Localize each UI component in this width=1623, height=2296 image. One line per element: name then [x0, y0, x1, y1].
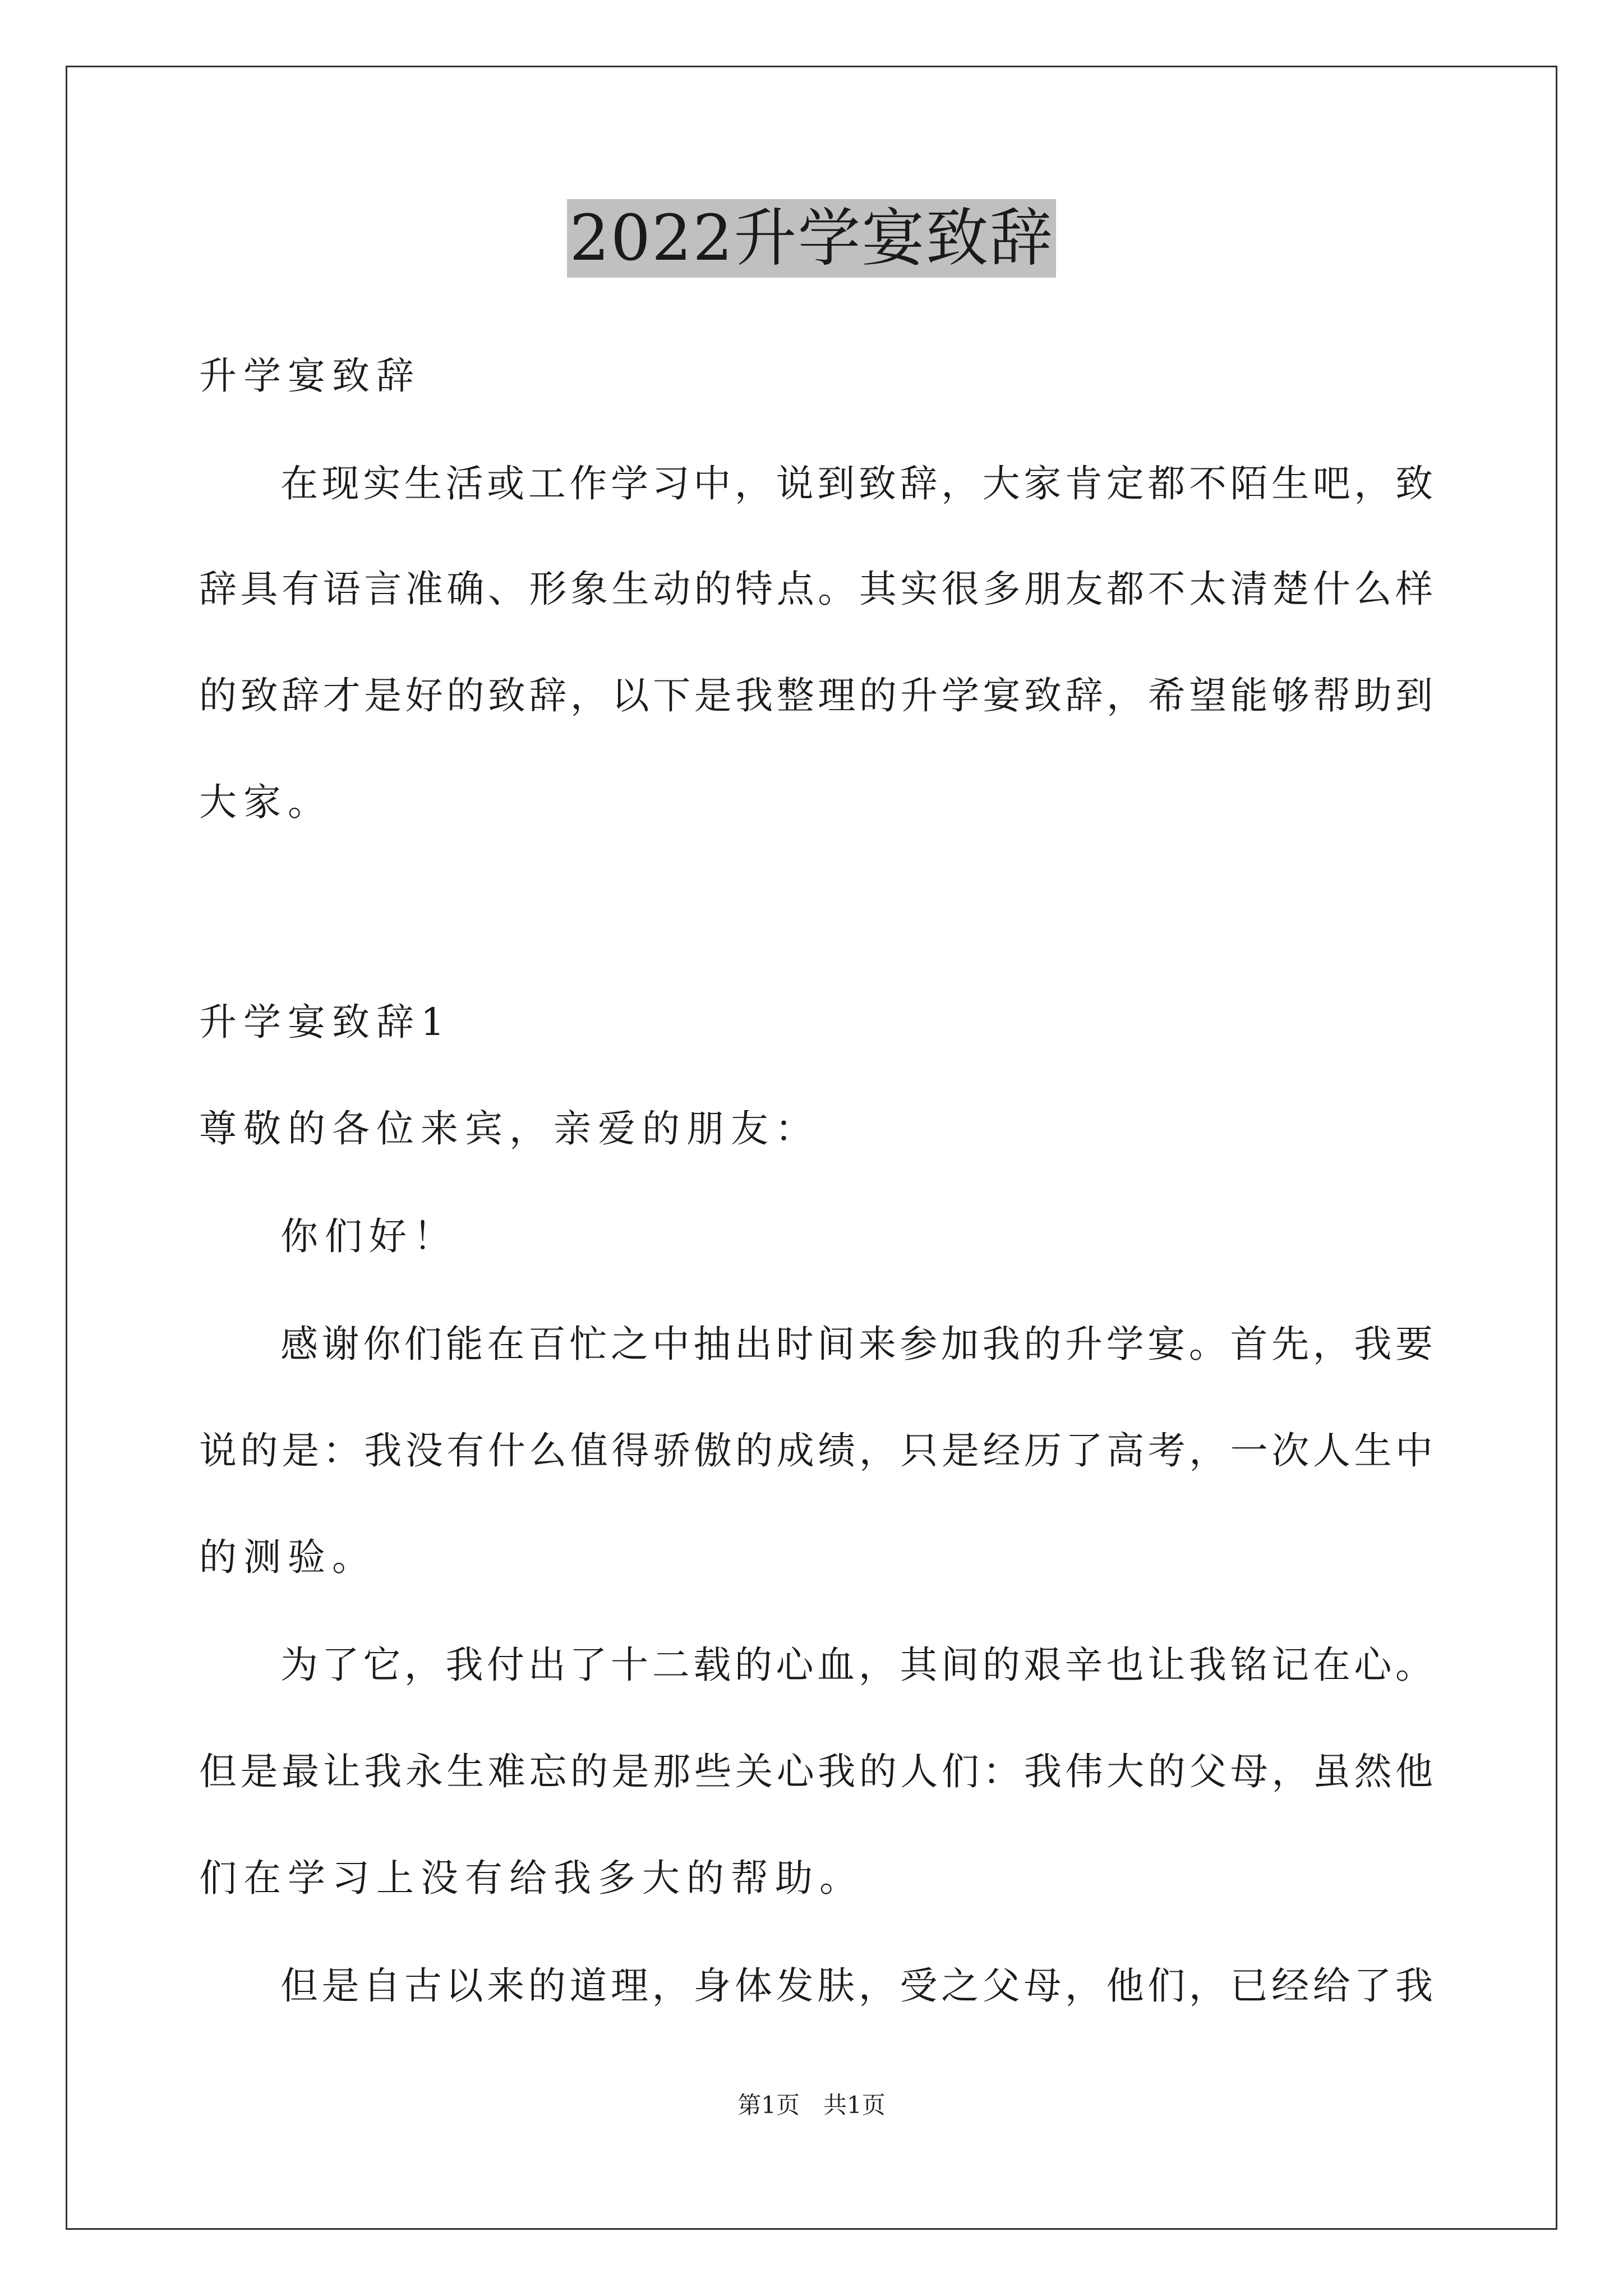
paragraph-line: 说的是：我没有什么值得骄傲的成绩，只是经历了高考，一次人生中: [199, 1429, 1433, 1473]
paragraph-line: 大家。: [199, 780, 332, 824]
paragraph-line: 辞具有语言准确、形象生动的特点。其实很多朋友都不太清楚什么样: [199, 567, 1433, 611]
title-container: [0, 199, 1623, 278]
greeting-line: 你们好！: [280, 1214, 458, 1258]
paragraph-line: 的测验。: [199, 1535, 376, 1579]
paragraph-line: 但是最让我永生难忘的是那些关心我的人们：我伟大的父母，虽然他: [199, 1750, 1433, 1793]
paragraph-line: 在现实生活或工作学习中，说到致辞，大家肯定都不陌生吧，致: [280, 462, 1433, 505]
paragraph-line: 感谢你们能在百忙之中抽出时间来参加我的升学宴。首先，我要: [280, 1322, 1433, 1366]
subtitle-line: 升学宴致辞: [199, 354, 421, 398]
document-title: 2022升学宴致辞: [567, 199, 1055, 278]
salutation-line: 尊敬的各位来宾，亲爱的朋友：: [199, 1107, 819, 1151]
paragraph-line: 为了它，我付出了十二载的心血，其间的艰辛也让我铭记在心。: [280, 1643, 1433, 1687]
section-heading: 升学宴致辞1: [199, 1000, 451, 1044]
paragraph-line: 们在学习上没有给我多大的帮助。: [199, 1856, 864, 1900]
paragraph-line: 但是自古以来的道理，身体发肤，受之父母，他们，已经给了我: [280, 1964, 1433, 2008]
paragraph-line: 的致辞才是好的致辞，以下是我整理的升学宴致辞，希望能够帮助到: [199, 674, 1433, 717]
page-number-footer: 第1页 共1页: [737, 2091, 886, 2119]
